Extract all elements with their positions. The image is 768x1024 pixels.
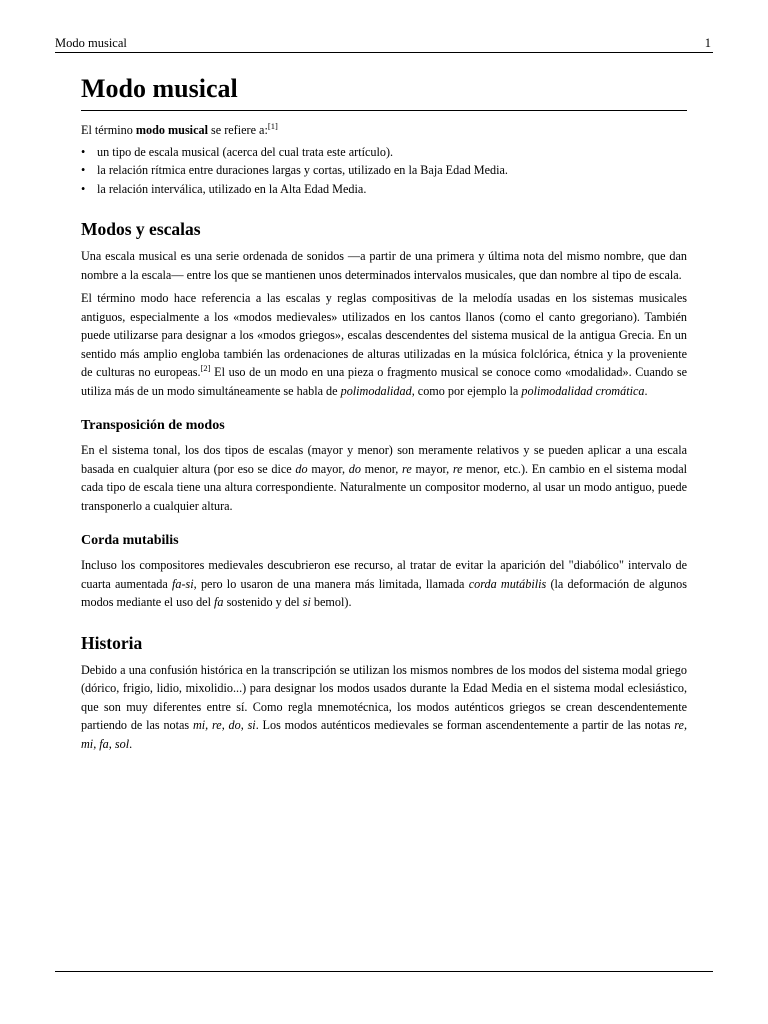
text-run: (la deformación de algunos modos mediante el uso del xyxy=(81,576,687,609)
text-run: , pero lo usaron de una manera más limitada, llamada xyxy=(193,576,469,591)
text-run: menor, etc.). En cambio en el sistema modal cada tipo de escala tiene una altura correspondiente. Naturalmente un compositor moderno, al usar un modo antiguo, puede transponerlo a cualquier altura. xyxy=(81,461,688,513)
running-header xyxy=(55,35,713,53)
paragraph xyxy=(81,661,687,754)
italic-term: re xyxy=(452,461,463,476)
text-run: mayor, xyxy=(411,461,453,476)
italic-term: polimodalidad xyxy=(340,383,412,398)
section-heading-historia: Historia xyxy=(81,632,143,653)
paragraph xyxy=(81,556,687,612)
text-run: El término modo hace referencia a las escalas y reglas compositivas de la melodía usadas en los sistemas musicales antiguos, especialmente a los «modos medievales» utilizados en los cantos llanos (como el canto gregoriano). También puede utilizarse para designar a los «modos griegos», escalas descendentes del sistema musical de la antigua Grecia. En un sentido más amplio engloba también las ordenaciones de alturas utilizadas en la música folclórica, étnica y la proveniente de culturas no europeas. xyxy=(81,291,687,379)
paragraph: Una escala musical es una serie ordenada de sonidos —a partir de una primera y última nota del mismo nombre, que dan nombre a la escala— entre los que se mantienen unos determinados intervalos musicales, que dan nombre al tipo de escala. xyxy=(81,249,687,282)
running-header-title: Modo musical xyxy=(55,36,127,50)
section-heading-corda: Corda mutabilis xyxy=(81,533,179,548)
text-run: . Los modos auténticos medievales se forman ascendentemente a partir de las notas xyxy=(255,718,675,732)
italic-term: polimodalidad cromática xyxy=(521,383,645,398)
text-run: menor, xyxy=(360,461,403,476)
reference-link-1[interactable]: [1] xyxy=(267,120,278,131)
italic-term: do xyxy=(295,461,308,476)
italic-term: re, mi, fa, sol xyxy=(81,718,687,751)
italic-term: do xyxy=(348,461,361,476)
text-run: , como por ejemplo la xyxy=(411,383,522,398)
italic-term: re xyxy=(402,461,412,476)
page-number: 1 xyxy=(704,36,711,50)
reference-link-2[interactable]: [2] xyxy=(200,362,211,373)
italic-term: mi, re, do, si xyxy=(192,718,256,732)
section-heading-modos: Modos y escalas xyxy=(81,219,201,239)
text-run: bemol). xyxy=(310,595,352,609)
page-title: Modo musical xyxy=(81,70,687,111)
meaning-list xyxy=(81,143,687,199)
text-run: mayor, xyxy=(307,461,349,476)
list-item: • la relación rítmica entre duraciones largas y cortas, utilizado en la Baja Edad Media. xyxy=(81,161,687,180)
paragraph xyxy=(81,289,687,400)
intro-text-after: se refiere a: xyxy=(207,123,268,137)
list-item: • la relación interválica, utilizado en la Alta Edad Media. xyxy=(81,180,687,199)
text-run: Debido a una confusión histórica en la transcripción se utilizan los mismos nombres de los modos del sistema modal griego (dórico, frigio, lidio, mixolidio...) para designar los modos usados durante la Edad Media en el sistema modal eclesiástico, que son muy diferentes entre sí. Como regla mnemotécnica, los modos auténticos griegos se crean descendentemente partiendo de las notas xyxy=(81,662,687,732)
footer-rule xyxy=(55,971,713,972)
paragraph xyxy=(81,441,687,515)
italic-term: fa-si xyxy=(172,576,194,591)
text-run: sostenido y del xyxy=(223,595,303,609)
text-run: . xyxy=(129,736,133,751)
italic-term: corda mutábilis xyxy=(468,576,547,591)
intro-paragraph xyxy=(81,121,687,140)
list-item: • un tipo de escala musical (acerca del cual trata este artículo). xyxy=(81,143,687,162)
text-run: Incluso los compositores medievales descubrieron ese recurso, al tratar de evitar la aparición del "diabólico" intervalo de cuarta aumentada xyxy=(81,558,687,591)
text-run: En el sistema tonal, los dos tipos de escalas (mayor y menor) son meramente relativos y se pueden aplicar a una escala basada en cualquier altura (por eso se dice xyxy=(81,443,687,476)
intro-bold-term: modo musical xyxy=(135,123,208,137)
text-run: El uso de un modo en una pieza o fragmento musical se conoce como «modalidad». Cuando se utiliza más de un modo simultáneamente se habla de xyxy=(81,365,687,398)
text-run: . xyxy=(644,383,648,398)
italic-term: fa xyxy=(214,595,224,609)
intro-text-before: El término xyxy=(81,123,136,137)
section-heading-transposicion: Transposición de modos xyxy=(81,418,225,433)
article-body xyxy=(81,70,687,758)
italic-term: si xyxy=(302,595,311,609)
